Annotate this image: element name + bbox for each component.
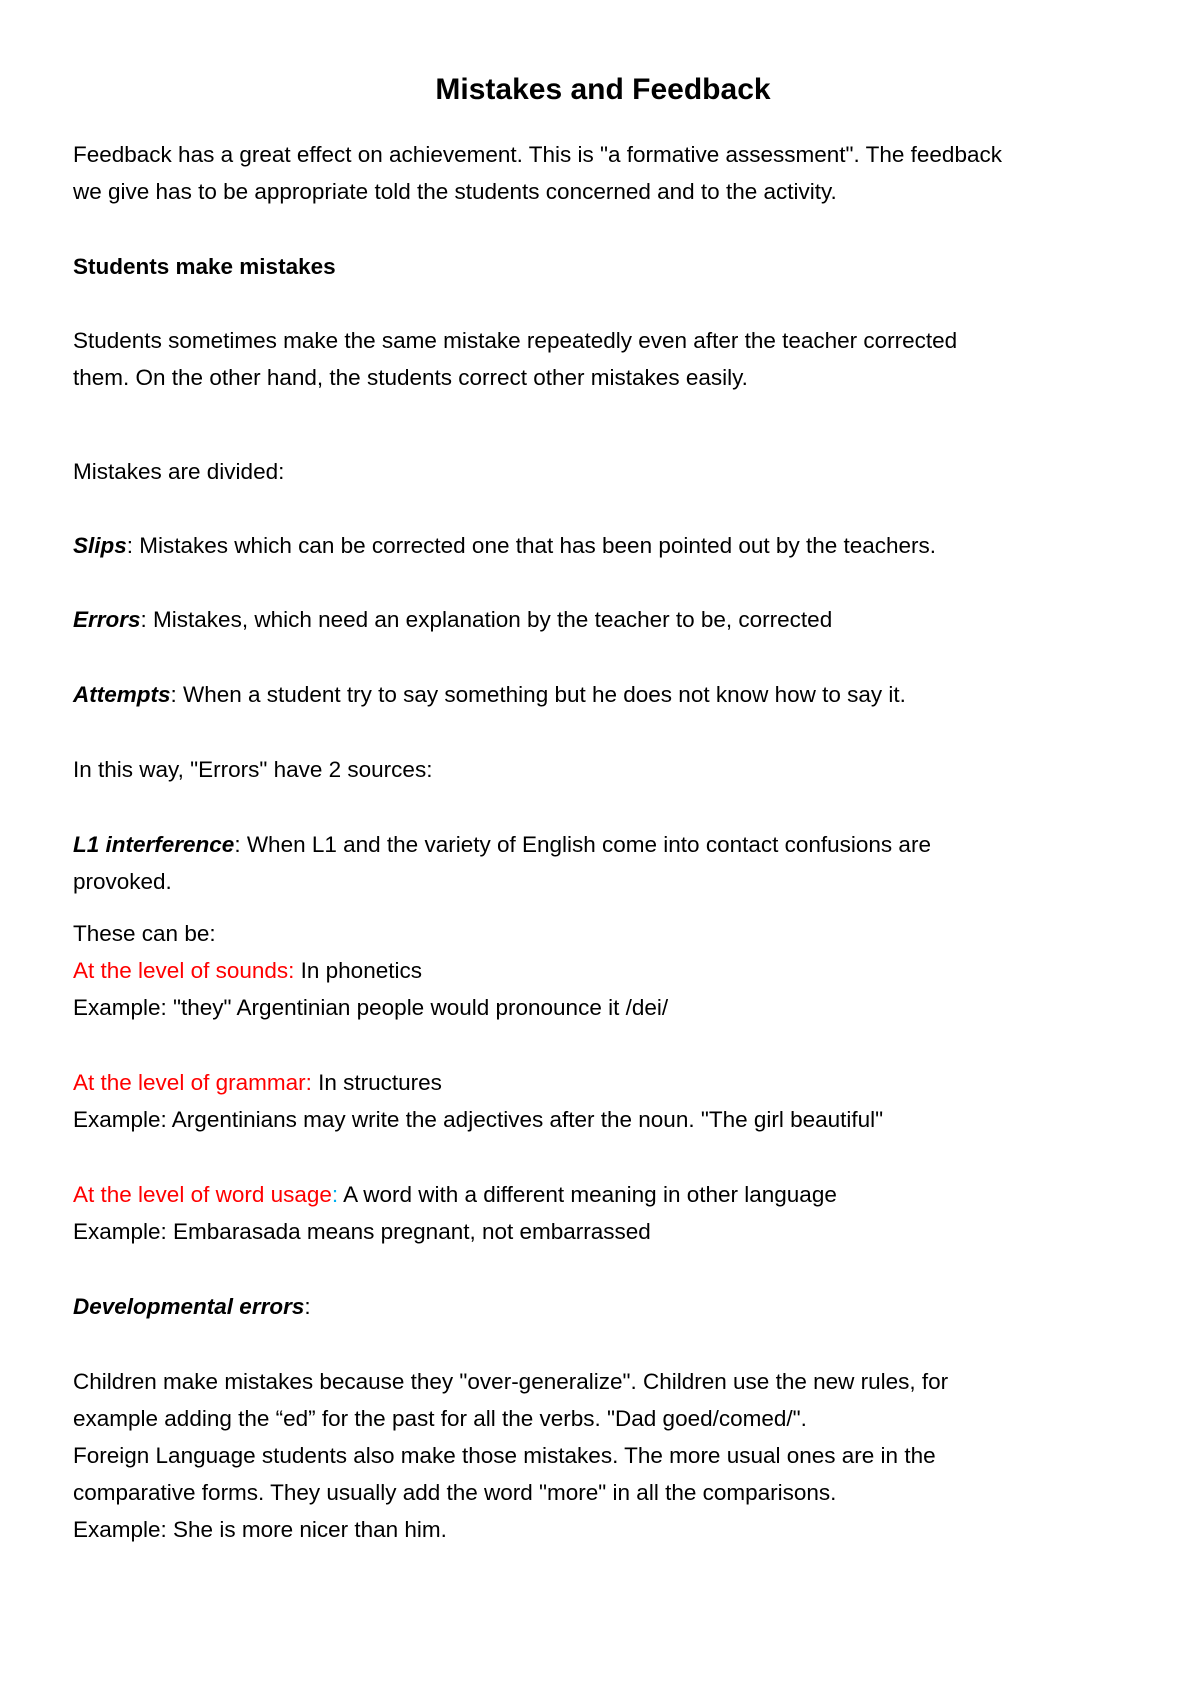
level-grammar-example: Example: Argentinians may write the adjectives after the noun. "The girl beautiful" xyxy=(73,1107,884,1132)
attempts-text: : When a student try to say something but he does not know how to say it. xyxy=(170,682,906,707)
dev-para-line-4: comparative forms. They usually add the word "more" in all the comparisons. xyxy=(73,1480,837,1505)
intro-line-2: we give has to be appropriate told the students concerned and to the activity. xyxy=(73,179,837,204)
level-word-usage-line xyxy=(73,1176,837,1213)
level-grammar-line xyxy=(73,1064,442,1101)
level-grammar-label: At the level of grammar: xyxy=(73,1070,312,1095)
students-para-line-2: them. On the other hand, the students correct other mistakes easily. xyxy=(73,365,748,390)
level-word-usage-text: A word with a different meaning in other language xyxy=(338,1182,837,1207)
level-sounds-line xyxy=(73,952,422,989)
attempts-term: Attempts xyxy=(73,682,171,707)
errors-text: : Mistakes, which need an explanation by the teacher to be, corrected xyxy=(140,607,833,632)
level-sounds-label: At the level of sounds: xyxy=(73,958,295,983)
slips-text: : Mistakes which can be corrected one that has been pointed out by the teachers. xyxy=(126,533,937,558)
level-word-usage-label: At the level of word usage xyxy=(73,1182,332,1207)
intro-line-1: Feedback has a great effect on achievement. This is "a formative assessment". The feedback xyxy=(73,142,1002,167)
mistakes-divided-text: Mistakes are divided: xyxy=(73,459,285,484)
students-para-line-1: Students sometimes make the same mistake repeatedly even after the teacher corrected xyxy=(73,328,958,353)
errors-term: Errors xyxy=(73,607,141,632)
l1-interference-line-2: provoked. xyxy=(73,869,172,894)
attempts-definition xyxy=(73,676,906,713)
level-word-usage-example: Example: Embarasada means pregnant, not embarrassed xyxy=(73,1219,651,1244)
l1-interference-definition xyxy=(73,826,931,863)
slips-term: Slips xyxy=(73,533,127,558)
slips-definition xyxy=(73,527,936,564)
dev-para-line-5: Example: She is more nicer than him. xyxy=(73,1517,447,1542)
document-title: Mistakes and Feedback xyxy=(435,73,771,106)
developmental-errors-term: Developmental errors xyxy=(73,1294,305,1319)
errors-definition xyxy=(73,601,832,638)
heading-students-make-mistakes: Students make mistakes xyxy=(73,254,336,279)
these-can-be-text: These can be: xyxy=(73,921,216,946)
l1-interference-term: L1 interference xyxy=(73,832,235,857)
dev-para-line-1: Children make mistakes because they "over-generalize". Children use the new rules, for xyxy=(73,1369,949,1394)
level-sounds-text: In phonetics xyxy=(294,958,422,983)
errors-sources-text: In this way, "Errors" have 2 sources: xyxy=(73,757,433,782)
developmental-errors-heading xyxy=(73,1288,311,1325)
level-grammar-text: In structures xyxy=(311,1070,442,1095)
dev-para-line-2: example adding the “ed” for the past for all the verbs. "Dad goed/comed/". xyxy=(73,1406,807,1431)
l1-interference-text: : When L1 and the variety of English come into contact confusions are xyxy=(234,832,931,857)
level-word-usage-colon: : xyxy=(331,1182,339,1207)
dev-para-line-3: Foreign Language students also make those mistakes. The more usual ones are in the xyxy=(73,1443,936,1468)
developmental-errors-colon: : xyxy=(304,1294,311,1319)
level-sounds-example: Example: "they" Argentinian people would pronounce it /dei/ xyxy=(73,995,669,1020)
